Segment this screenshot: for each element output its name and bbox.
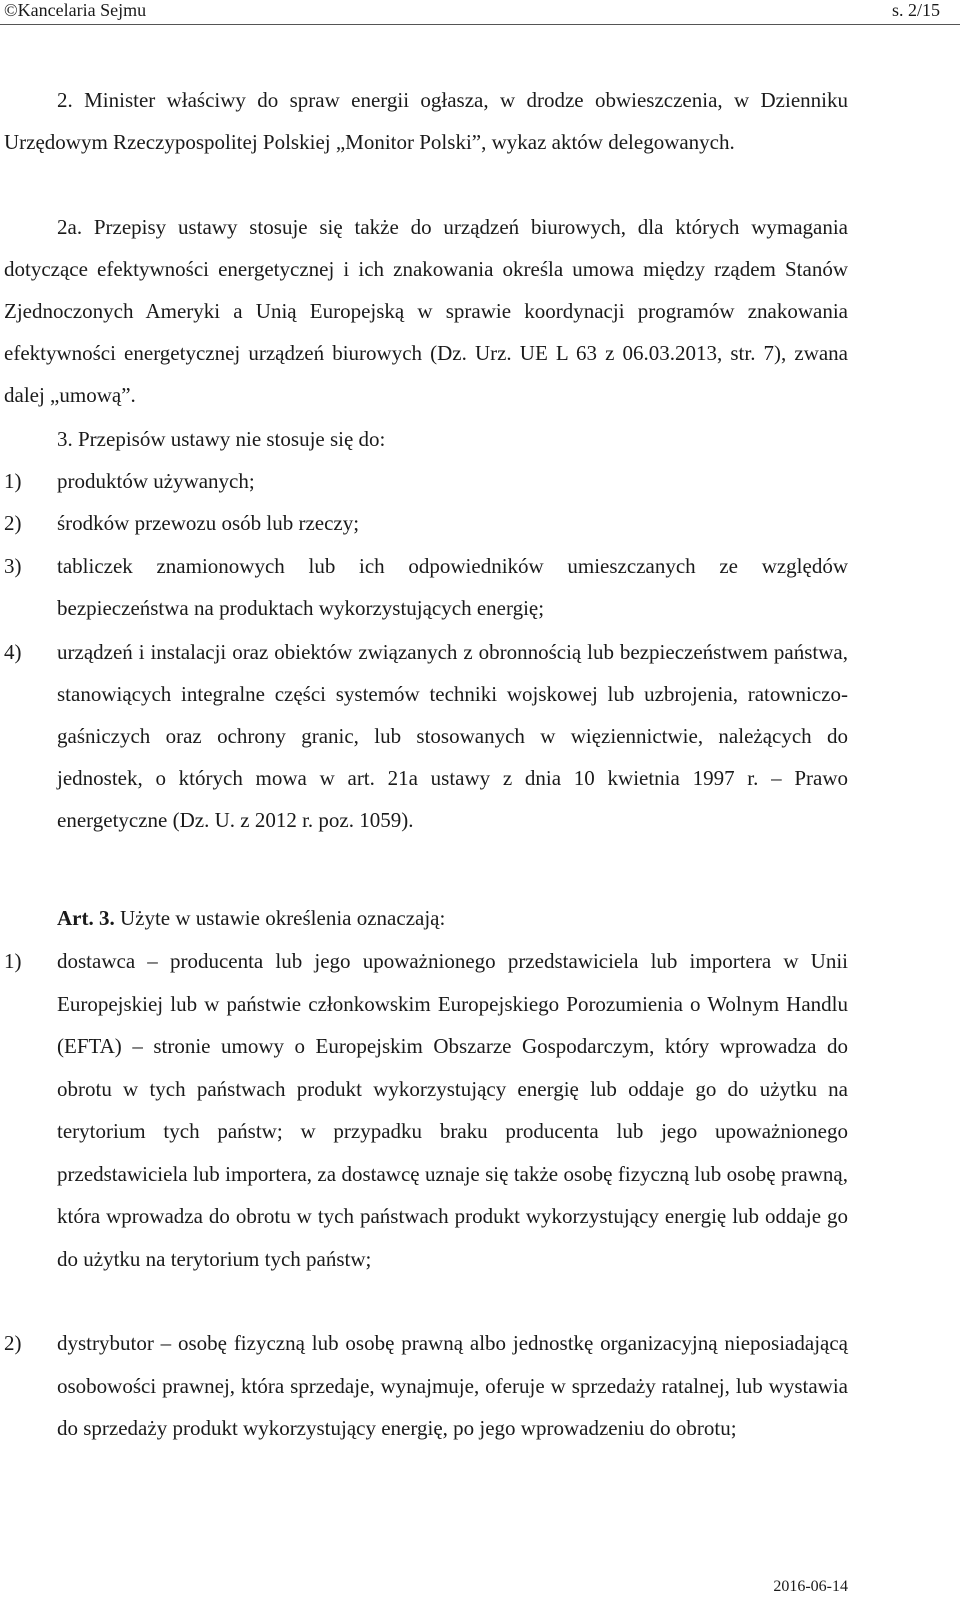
page-number: s. 2/15 bbox=[891, 0, 940, 20]
paragraph-2a: 2a. Przepisy ustawy stosuje się także do urządzeń biurowych, dla których wymagania dotyczące efektywności energetycznej i ich znakowania określa umowa między rządem Stanów Zjednoczonych Ameryki a Unią Europejską w sprawie koordynacji programów znakowania efektywności energetycznej urządzeń biurowych (Dz. Urz. UE L 63 z 06.03.2013, str. 7), zwana dalej „umową”. bbox=[4, 215, 848, 407]
list-item-number: 2) bbox=[4, 511, 22, 535]
list-item bbox=[4, 502, 848, 544]
paragraph-3: 3. Przepisów ustawy nie stosuje się do: bbox=[57, 427, 386, 451]
copyright-label: ©Kancelaria Sejmu bbox=[4, 0, 147, 20]
list-item-text: dostawca – producenta lub jego upoważnionego przedstawiciela lub importera w Unii Europejskiej lub w państwie członkowskim Europejskiego Porozumienia o Wolnym Handlu (EFTA) – stronie umowy o Europejskim Obszarze Gospodarczym, który wprowadza do obrotu w tych państwach produkt wykorzystujący energię lub oddaje go do użytku na terytorium tych państw; w przypadku braku producenta lub jego upoważnionego przedstawiciela lub importera, za dostawcę uznaje się także osobę fizyczną lub osobę prawną, która wprowadza do obrotu w tych państwach produkt wykorzystujący energię lub oddaje go do użytku na terytorium tych państw; bbox=[57, 949, 848, 1271]
article-intro: Użyte w ustawie określenia oznaczają: bbox=[119, 906, 446, 930]
paragraph-2: 2. Minister właściwy do spraw energii ogłasza, w drodze obwieszczenia, w Dzienniku Urzędowym Rzeczypospolitej Polskiej „Monitor Polski”, wykaz aktów delegowanych. bbox=[4, 88, 848, 154]
list-item bbox=[4, 631, 848, 841]
list-item-text: tabliczek znamionowych lub ich odpowiedników umieszczanych ze względów bezpieczeństwa na produktach wykorzystujących energię; bbox=[57, 554, 848, 620]
list-item-text: środków przewozu osób lub rzeczy; bbox=[57, 511, 360, 535]
list-item-text: dystrybutor – osobę fizyczną lub osobę prawną albo jednostkę organizacyjną nieposiadającą osobowości prawnej, która sprzedaje, wynajmuje, oferuje w sprzedaży ratalnej, lub wystawia do sprzedaży produkt wykorzystujący energię, po jego wprowadzeniu do obrotu; bbox=[57, 1331, 848, 1440]
list-item-text: produktów używanych; bbox=[57, 469, 255, 493]
list-item-number: 4) bbox=[4, 640, 22, 664]
list-item bbox=[4, 545, 848, 629]
list-item bbox=[4, 1322, 848, 1450]
list-item bbox=[4, 940, 848, 1280]
article-heading bbox=[57, 897, 445, 939]
list-item-number: 3) bbox=[4, 554, 22, 578]
list-item-number: 1) bbox=[4, 949, 22, 973]
list-item-number: 2) bbox=[4, 1331, 22, 1355]
page-header bbox=[0, 0, 960, 24]
header-divider bbox=[0, 24, 960, 25]
list-item-number: 1) bbox=[4, 469, 22, 493]
list-item bbox=[4, 460, 848, 502]
list-item-text: urządzeń i instalacji oraz obiektów związanych z obronnością lub bezpieczeństwem państwa, stanowiących integralne części systemów techniki wojskowej lub uzbrojenia, ratowniczo-gaśniczych oraz ochrony granic, lub stosowanych w więziennictwie, należących do jednostek, o których mowa w art. 21a ustawy z dnia 10 kwietnia 1997 r. – Prawo energetyczne (Dz. U. z 2012 r. poz. 1059). bbox=[57, 640, 848, 832]
article-label: Art. 3. bbox=[57, 906, 115, 930]
footer-date: 2016-06-14 bbox=[773, 1578, 848, 1595]
